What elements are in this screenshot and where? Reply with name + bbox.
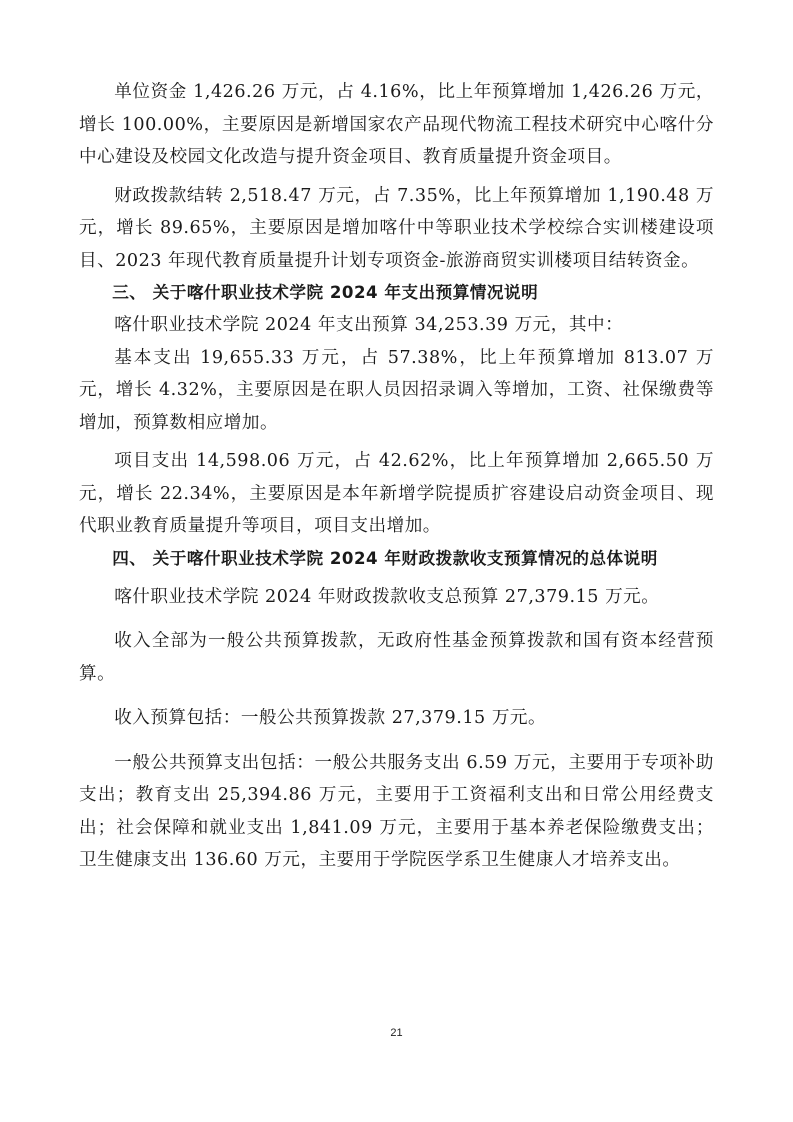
paragraph-fiscal-carryover: 财政拨款结转 2,518.47 万元，占 7.35%，比上年预算增加 1,190.48 万元，增长 89.65%，主要原因是增加喀什中等职业技术学校综合实训楼建设项目、2023 年现代教育质量提升计划专项资金-旅游商贸实训楼项目结转资金。 [79,185,714,271]
paragraph-expenditure-total: 喀什职业技术学院 2024 年支出预算 34,253.39 万元，其中： [114,315,624,335]
paragraph-income-composition: 收入全部为一般公共预算拨款，无政府性基金预算拨款和国有资本经营预算。 [79,631,714,684]
page-number: 21 [390,1027,403,1039]
paragraph-fiscal-total: 喀什职业技术学院 2024 年财政拨款收支总预算 27,379.15 万元。 [114,586,660,607]
document-body [79,76,714,877]
paragraph-general-expenditure: 一般公共预算支出包括：一般公共服务支出 6.59 万元，主要用于专项补助支出；教育支出 25,394.86 万元，主要用于工资福利支出和日常公用经费支出；社会保障和就业支出 1,841.09 万元，主要用于基本养老保险缴费支出；卫生健康支出 136.60 万元，主要用于学院医学系卫生健康人才培养支出。 [79,752,714,870]
section-heading-4: 四、 关于喀什职业技术学院 2024 年财政拨款收支预算情况的总体说明 [112,548,658,568]
paragraph-project-expenditure: 项目支出 14,598.06 万元，占 42.62%，比上年预算增加 2,665.50 万元，增长 22.34%，主要原因是本年新增学院提质扩容建设启动资金项目、现代职业教育质量提升等项目，项目支出增加。 [79,451,714,536]
paragraph-income-budget: 收入预算包括：一般公共预算拨款 27,379.15 万元。 [114,708,547,728]
section-heading-3: 三、 关于喀什职业技术学院 2024 年支出预算情况说明 [112,283,539,302]
paragraph-unit-funds: 单位资金 1,426.26 万元，占 4.16%，比上年预算增加 1,426.26 万元，增长 100.00%，主要原因是新增国家农产品现代物流工程技术研究中心喀什分中心建设及校园文化改造与提升资金项目、教育质量提升资金项目。 [79,82,714,167]
paragraph-basic-expenditure: 基本支出 19,655.33 万元，占 57.38%，比上年预算增加 813.07 万元，增长 4.32%，主要原因是在职人员因招录调入等增加，工资、社保缴费等增加，预算数相应增加。 [79,347,714,433]
